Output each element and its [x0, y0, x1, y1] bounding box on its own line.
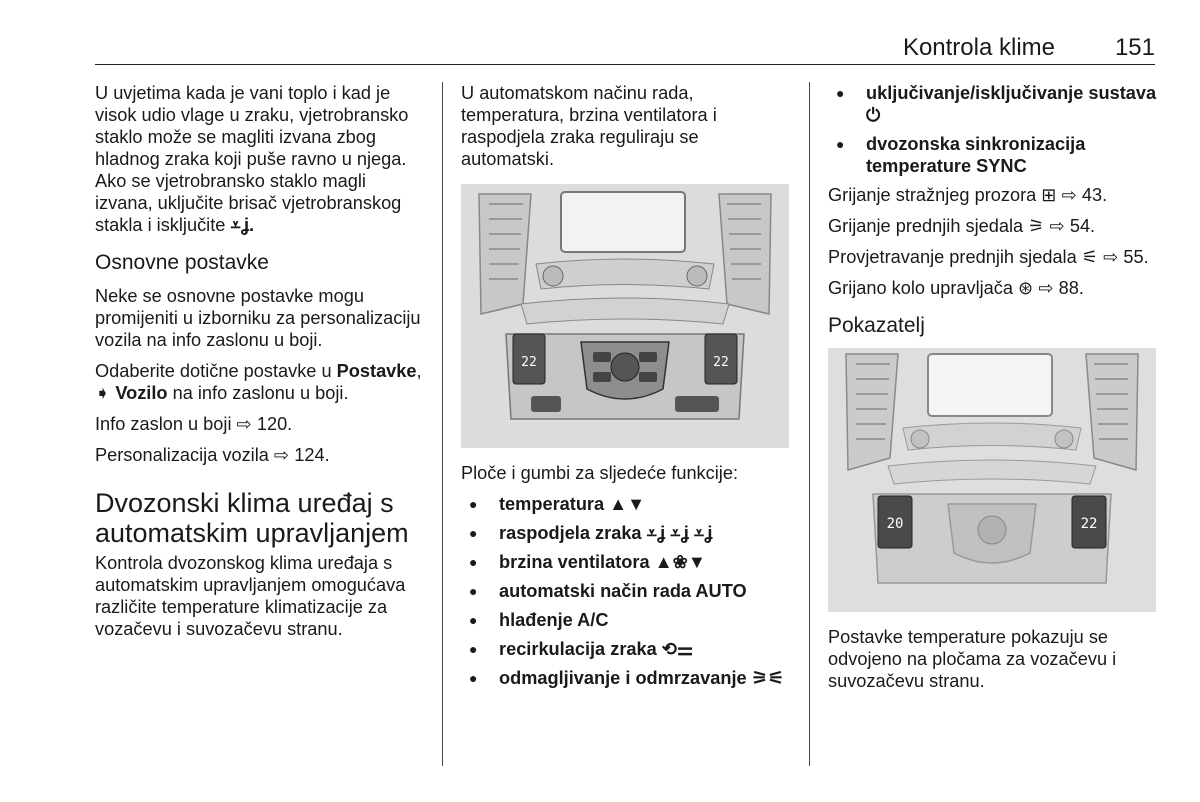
reference-seat-ventilation: Provjetravanje prednjih sjedala ⚟ ⇨ 55.: [828, 247, 1149, 267]
reference-rear-window-heating: Grijanje stražnjeg prozora ⊞ ⇨ 43.: [828, 185, 1108, 205]
paragraph-dual-zone: Kontrola dvozonskog klima uređaja s automatskim upravljanjem omogućava različite temperature klimatizacije za vozačevu i suvozačevu stranu.: [95, 553, 406, 639]
column-middle: [461, 82, 791, 696]
heading-basic-settings: Osnovne postavke: [95, 251, 269, 274]
paragraph-basic-settings: Neke se osnovne postavke mogu promijeniti u izborniku za personalizaciju vozila na info zaslonu u boji.: [95, 286, 421, 350]
heading-dual-zone: Dvozonski klima uređaj s automatskim upravljanjem: [95, 488, 409, 548]
list-item: ● odmagljivanje i odmrzavanje ⚞⚟: [461, 667, 791, 689]
page-header: [95, 34, 1155, 64]
list-item: ● hlađenje A/C: [461, 609, 791, 631]
arrow-right-icon: ➧: [95, 383, 111, 403]
page-number: 151: [1114, 34, 1155, 61]
reference-seat-heating: Grijanje prednjih sjedala ⚞ ⇨ 54.: [828, 216, 1096, 236]
climate-control-panel-image: [461, 184, 789, 448]
list-item: ● raspodjela zraka ⩡ʝ ⩡ʝ ⩡ʝ: [461, 522, 791, 544]
paragraph-temp-indicator: Postavke temperature pokazuju se odvojeno na pločama za vozačevu i suvozačevu stranu.: [828, 627, 1117, 691]
page-title: Kontrola klime: [902, 34, 1055, 61]
list-item: ● brzina ventilatora ▲❀▼: [461, 551, 791, 573]
list-item: ● temperatura ▲▼: [461, 493, 791, 515]
air-distribution-icon: ⩡ʝ.: [230, 215, 255, 235]
list-item: ● uključivanje/isključivanje sustava ⏻: [828, 82, 1160, 126]
left-temp-indicator: 20: [886, 516, 904, 532]
paragraph-select-settings: Odaberite dotične postavke u Postavke, ➧ Vozilo na info zaslonu u boji.: [95, 361, 422, 403]
column-divider-2: [809, 82, 810, 766]
right-temp-display: 22: [713, 355, 729, 370]
reference-personalization: Personalizacija vozila ⇨ 124.: [95, 445, 330, 465]
header-rule: [95, 64, 1155, 65]
list-item: ● dvozonska sinkronizacija temperature SYNC: [828, 133, 1160, 177]
column-left: [95, 82, 427, 649]
list-item: ● automatski način rada AUTO: [461, 580, 791, 602]
left-temp-display: 22: [521, 355, 537, 370]
list-item: ● recirkulacija zraka ⟲⚌: [461, 638, 791, 660]
paragraph-panels-intro: Ploče i gumbi za sljedeće funkcije:: [461, 463, 738, 483]
reference-info-display: Info zaslon u boji ⇨ 120.: [95, 414, 293, 434]
right-temp-indicator: 22: [1080, 516, 1098, 532]
column-divider-1: [442, 82, 443, 766]
reference-steering-wheel-heating: Grijano kolo upravljača ⊛ ⇨ 88.: [828, 278, 1084, 298]
functions-list-continued: [828, 82, 1160, 177]
column-right: [828, 82, 1160, 701]
functions-list: [461, 493, 791, 689]
heading-indicator: Pokazatelj: [828, 314, 925, 337]
paragraph-windscreen-fog: U uvjetima kada je vani toplo i kad je visok udio vlage u zraku, vjetrobransko staklo može se magliti izvana zbog hladnog zraka koji puše ravno u njega. Ako se vjetrobransko staklo magli izvana, uključite brisač vjetrobranskog stakla i isključite ⩡ʝ.: [95, 83, 409, 235]
temperature-indicator-image: [828, 348, 1156, 612]
paragraph-auto-mode: U automatskom načinu rada, temperatura, brzina ventilatora i raspodjela zraka reguliraju se automatski.: [461, 83, 717, 169]
